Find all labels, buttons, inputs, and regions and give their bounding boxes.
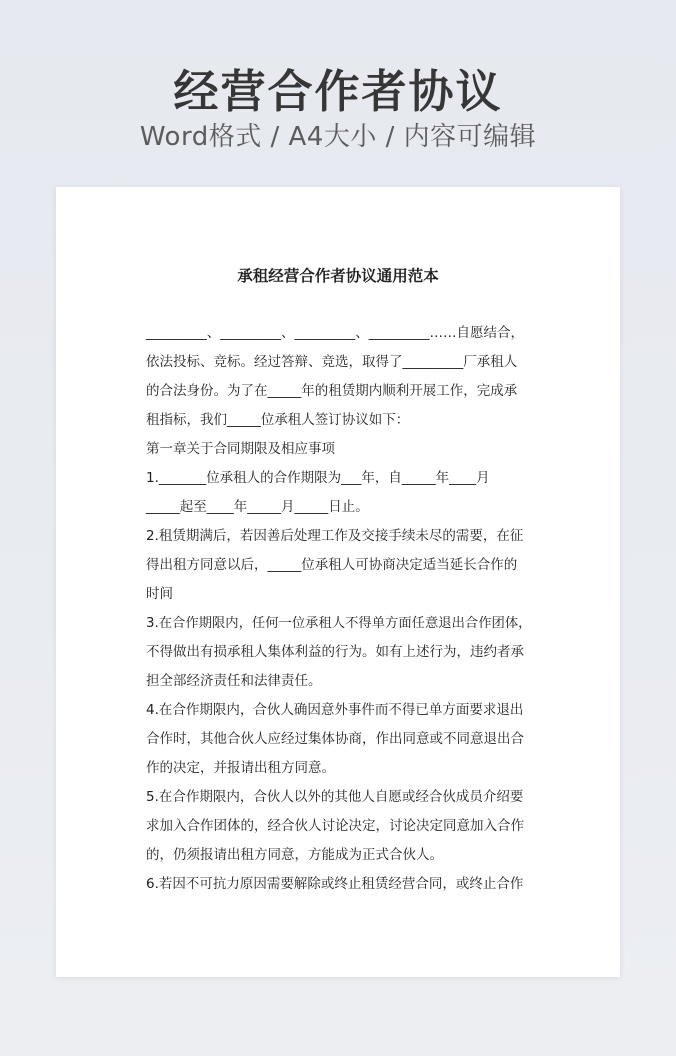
section-heading: 第一章关于合同期限及相应事项 xyxy=(146,441,335,457)
body-line: 租指标，我们_____位承租人签订协议如下： xyxy=(146,412,410,428)
body-line: 的，仍须报请出租方同意，方能成为正式合伙人。 xyxy=(146,847,443,863)
body-line: 的合法身份。为了在_____年的租赁期内顺利开展工作，完成承 xyxy=(146,383,518,399)
body-line: 5.在合作期限内，合伙人以外的其他人自愿或经合伙成员介绍要 xyxy=(146,789,524,805)
body-line: _____起至____年_____月_____日止。 xyxy=(146,499,369,515)
document-body xyxy=(146,319,534,899)
body-line: 得出租方同意以后，_____位承租人可协商决定适当延长合作的 xyxy=(146,557,518,573)
body-line: 时间 xyxy=(146,586,173,602)
body-line: 2.租赁期满后，若因善后处理工作及交接手续未尽的需要，在征 xyxy=(146,528,524,544)
body-line: 依法投标、竞标。经过答辩、竞选，取得了_________厂承租人 xyxy=(146,354,518,370)
body-line: 6.若因不可抗力原因需要解除或终止租赁经营合同，或终止合作 xyxy=(146,876,524,892)
body-line: 求加入合作团体的，经合伙人讨论决定，讨论决定同意加入合作 xyxy=(146,818,524,834)
body-line: 作的决定，并报请出租方同意。 xyxy=(146,760,335,776)
page-subheading: Word格式 / A4大小 / 内容可编辑 xyxy=(139,122,537,152)
body-line: 担全部经济责任和法律责任。 xyxy=(146,673,322,689)
document-page xyxy=(56,187,620,977)
body-line: 1._______位承租人的合作期限为___年，自_____年____月 xyxy=(146,470,490,486)
document-title: 承租经营合作者协议通用范本 xyxy=(237,267,439,285)
body-line: _________、_________、_________、_________……自愿结合， xyxy=(146,325,524,341)
body-line: 不得做出有损承租人集体利益的行为。如有上述行为，违约者承 xyxy=(146,644,524,660)
body-line: 合作时，其他合伙人应经过集体协商，作出同意或不同意退出合 xyxy=(146,731,524,747)
body-line: 4.在合作期限内，合伙人确因意外事件而不得已单方面要求退出 xyxy=(146,702,524,718)
body-line: 3.在合作期限内，任何一位承租人不得单方面任意退出合作团体， xyxy=(146,616,532,631)
page-heading: 经营合作者协议 xyxy=(173,65,503,118)
